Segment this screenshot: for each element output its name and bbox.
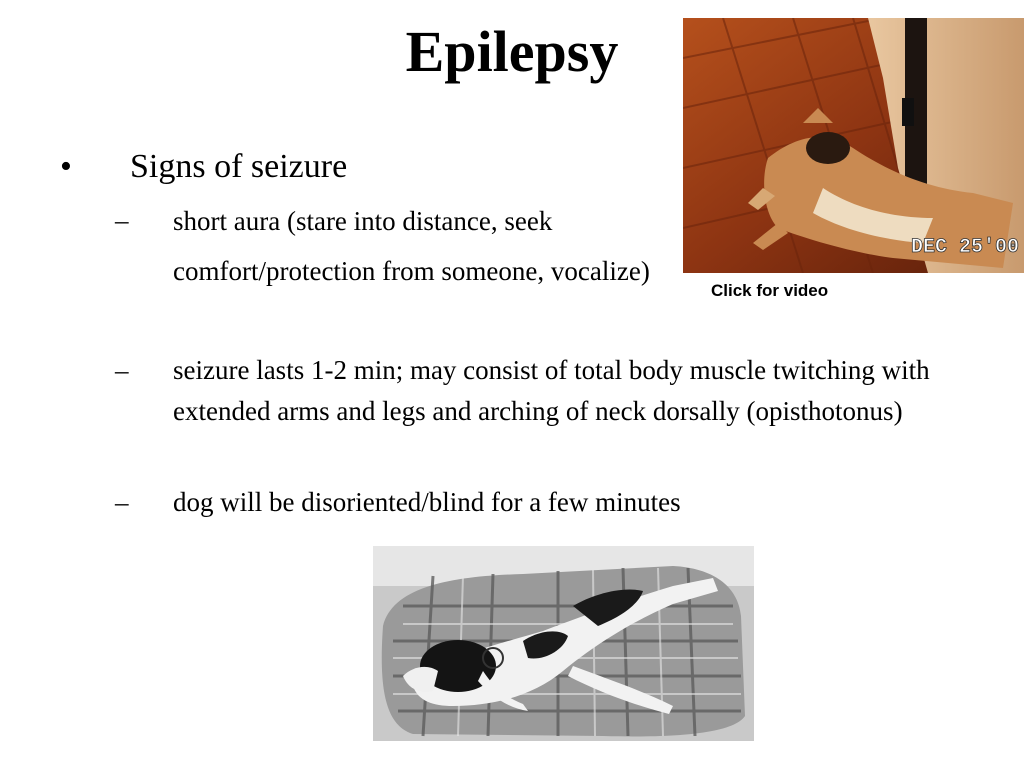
bullet-symbol: •	[60, 148, 72, 185]
slide-title: Epilepsy	[405, 19, 619, 84]
dash-symbol: –	[115, 487, 129, 517]
video-frame-image	[683, 18, 1024, 273]
video-caption-link[interactable]: Click for video	[711, 281, 829, 300]
dash-symbol: –	[115, 205, 129, 235]
dog-on-blanket-photo	[373, 546, 754, 741]
sub-bullet-text: seizure lasts 1-2 min; may consist of total body muscle twitching with extended arms and legs and arching of neck dorsally (opisthotonus)	[173, 355, 930, 426]
dash-symbol: –	[115, 355, 129, 385]
main-bullet-text: Signs of seizure	[130, 148, 348, 185]
sub-bullet-text: short aura (stare into distance, seek comfort/protection from someone, vocalize)	[173, 206, 650, 286]
seizure-video-thumbnail[interactable]	[683, 18, 1024, 273]
video-timestamp: DEC 25'00	[910, 236, 1019, 259]
sub-bullet-text: dog will be disoriented/blind for a few minutes	[173, 487, 681, 517]
dog-photo-image	[373, 546, 754, 741]
